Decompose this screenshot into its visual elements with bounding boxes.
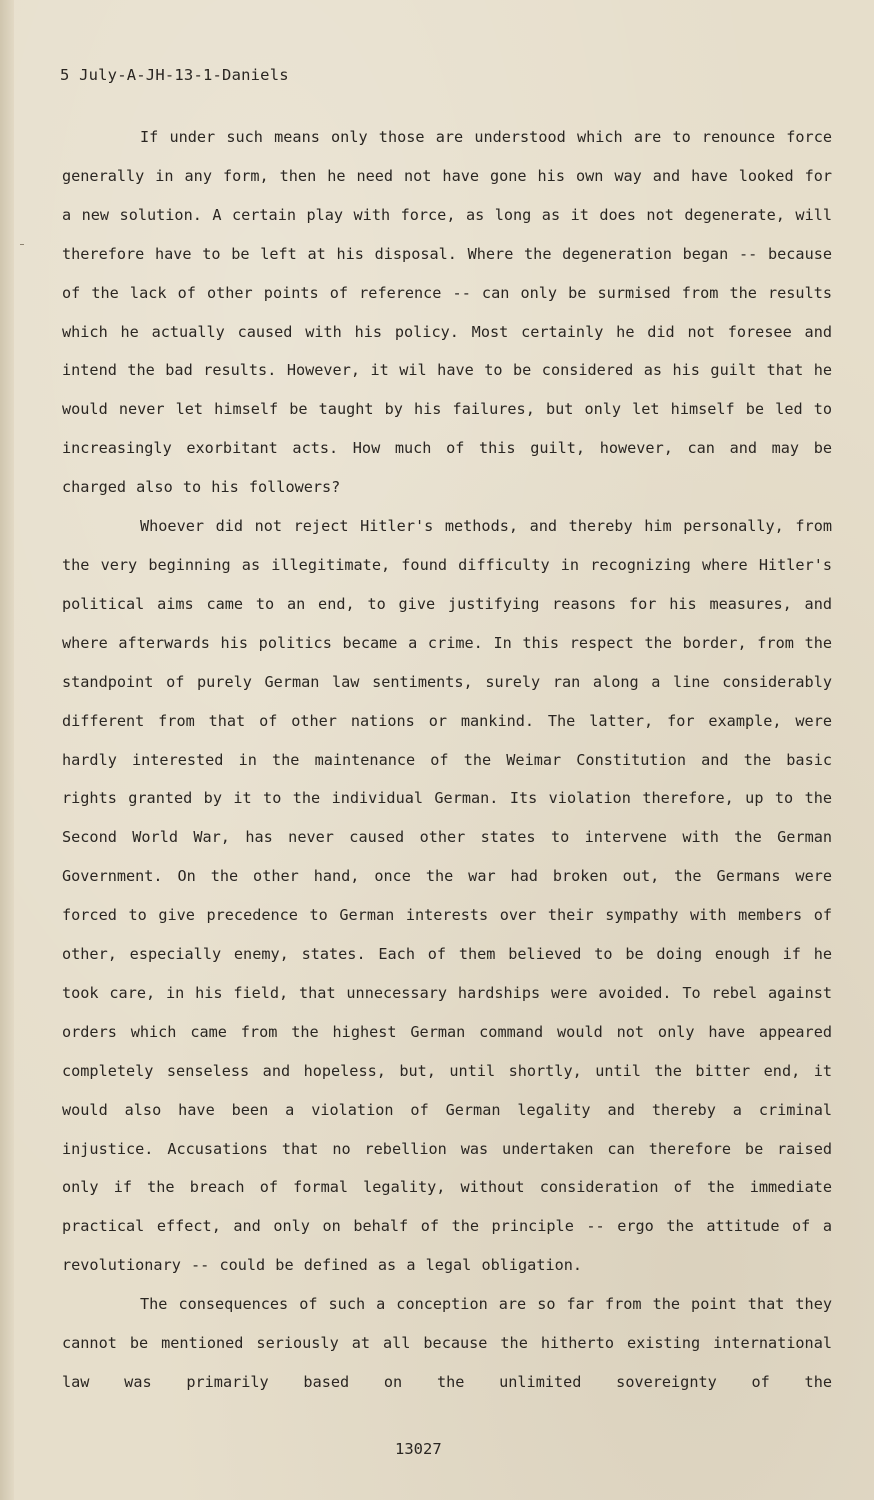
margin-mark xyxy=(20,244,24,245)
document-header: 5 July-A-JH-13-1-Daniels xyxy=(60,66,289,84)
page-binding-edge xyxy=(0,0,14,1500)
paragraph-2: Whoever did not reject Hitler's methods, and thereby him personally, from the very beginning as illegitimate, found difficulty in recognizing where Hitler's political aims came to an end, to give justifying reasons for his measures, and where afterwards his politics became a crime. In this respect the border, from the standpoint of purely German law sentiments, surely ran along a line considerably different from that of other nations or mankind. The latter, for example, were hardly interested in the maintenance of the Weimar Constitution and the basic rights granted by it to the individual German. Its violation therefore, up to the Second World War, has never caused other states to intervene with the German Government. On the other hand, once the war had broken out, the Germans were forced to give precedence to German interests over their sympathy with members of other, especially enemy, states. Each of them believed to be doing enough if he took care, in his field, that unnecessary hardships were avoided. To rebel against orders which came from the highest German command would not only have appeared completely senseless and hopeless, but, until shortly, until the bitter end, it would also have been a violation of German legality and thereby a criminal injustice. Accusations that no rebellion was undertaken can therefore be raised only if the breach of formal legality, without consideration of the immediate practical effect, and only on behalf of the principle -- ergo the attitude of a revolutionary -- could be defined as a legal obligation. xyxy=(62,517,832,1275)
page-number: 13027 xyxy=(395,1440,442,1458)
paragraph-3: The consequences of such a conception are so far from the point that they cannot be mentioned seriously at all because the hitherto existing international law was primarily based on the unlimited sovereignty of the xyxy=(62,1295,832,1391)
document-body xyxy=(62,118,832,1402)
paragraph-1: If under such means only those are understood which are to renounce force generally in any form, then he need not have gone his own way and have looked for a new solution. A certain play with force, as long as it does not degenerate, will therefore have to be left at his disposal. Where the degeneration began -- because of the lack of other points of reference -- can only be surmised from the results which he actually caused with his policy. Most certainly he did not foresee and intend the bad results. However, it wil have to be considered as his guilt that he would never let himself be taught by his failures, but only let himself be led to increasingly exorbitant acts. How much of this guilt, however, can and may be charged also to his followers? xyxy=(62,128,832,497)
